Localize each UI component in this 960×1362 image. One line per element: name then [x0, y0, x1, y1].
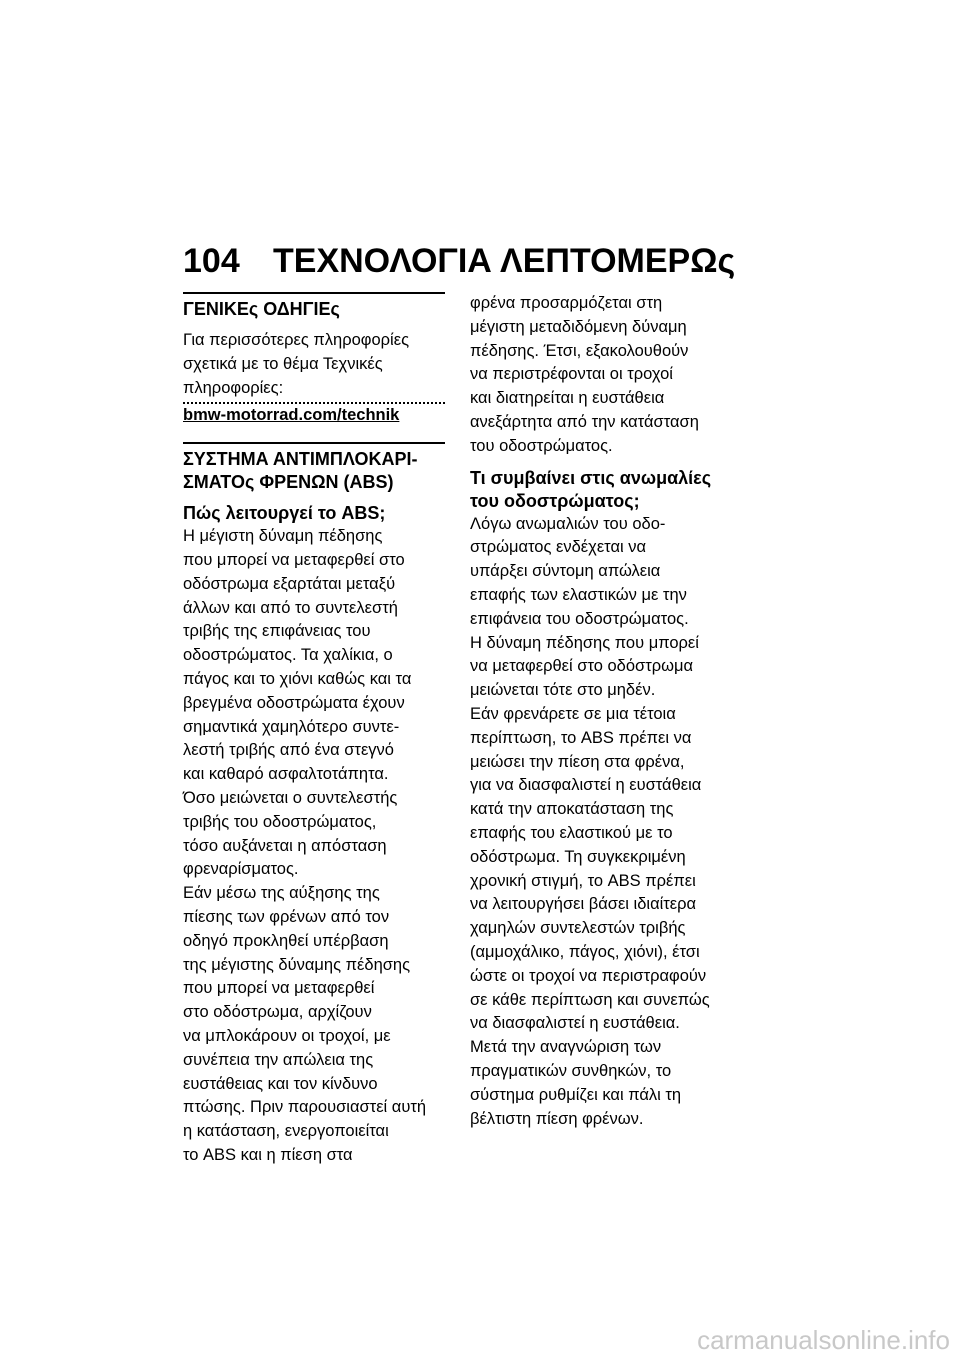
text-line: πίεσης των φρένων από τον [183, 907, 390, 926]
text-line: ανεξάρτητα από την κατάσταση [470, 412, 699, 431]
text-line: οδόστρωμα εξαρτάται μεταξύ [183, 574, 396, 593]
text-line: σε κάθε περίπτωση και συνεπώς [470, 990, 710, 1009]
section-title-abs [183, 448, 445, 494]
text-line: στο οδόστρωμα, αρχίζουν [183, 1003, 372, 1022]
text-line: χρονική στιγμή, το ABS πρέπει [470, 871, 696, 890]
text-line: επαφής του ελαστικού με το [470, 823, 673, 842]
section-rule [183, 292, 445, 294]
text-line: Μετά την αναγνώριση των [470, 1038, 662, 1057]
text-line: Για περισσότερες πληροφορίες [183, 331, 410, 349]
left-column [183, 292, 445, 1168]
text-line: μειώνεται τότε στο μηδέν. [470, 681, 656, 700]
text-line: ώστε οι τροχοί να περιστραφούν [470, 966, 707, 985]
text-line: (αμμοχάλικο, πάγος, χιόνι), έτσι [470, 942, 700, 961]
text-line: πληροφορίες: [183, 378, 284, 397]
abs-paragraph-continued [470, 292, 732, 459]
text-line: πάγος και το χιόνι καθώς και τα [183, 669, 412, 688]
section-rule [183, 442, 445, 444]
subhead-how-abs-works: Πώς λειτουργεί το ABS; [183, 503, 386, 524]
title-line: ΣΥΣΤΗΜΑ ΑΝΤΙΜΠΛΟΚΑΡΙ- [183, 449, 418, 470]
text-line: υπάρξει σύντομη απώλεια [470, 562, 661, 581]
abs-paragraph-1 [183, 525, 445, 882]
section-title-general: ΓΕΝΙΚΕς ΟΔΗΓΙΕς [183, 299, 340, 319]
text-line: Λόγω ανωμαλιών του οδο- [470, 514, 666, 533]
text-line: Η μέγιστη δύναμη πέδησης [183, 527, 383, 546]
subhead-road-irregularities [470, 467, 732, 513]
text-line: σημαντικά χαμηλότερο συντε- [183, 717, 400, 736]
text-line: κατά την αποκατάσταση της [470, 800, 674, 819]
text-line: βρεγμένα οδοστρώματα έχουν [183, 693, 405, 712]
text-line: που μπορεί να μεταφερθεί [183, 979, 375, 998]
text-line: συνέπεια την απώλεια της [183, 1050, 374, 1069]
text-line: Όσο μειώνεται ο συντελεστής [183, 788, 398, 807]
text-line: επαφής των ελαστικών με την [470, 585, 687, 604]
technik-link[interactable]: bmw-motorrad.com/technik [183, 402, 445, 428]
text-line: μειώσει την πίεση στα φρένα, [470, 752, 685, 771]
text-line: του οδοστρώματος. [470, 436, 613, 455]
text-line: ευστάθειας και τον κίνδυνο [183, 1074, 378, 1093]
text-line: να μπλοκάρουν οι τροχοί, με [183, 1026, 391, 1045]
page-number: 104 [183, 242, 240, 280]
text-line: Η δύναμη πέδησης που μπορεί [470, 633, 699, 652]
text-line: να λειτουργήσει βάσει ιδιαίτερα [470, 895, 697, 914]
text-line: και καθαρό ασφαλτοτάπητα. [183, 765, 389, 784]
right-column [470, 292, 732, 1131]
road-irregularities-paragraph [470, 513, 732, 1132]
text-line: τριβής του οδοστρώματος, [183, 812, 377, 831]
text-line: η κατάσταση, ενεργοποιείται [183, 1122, 389, 1141]
text-line: οδοστρώματος. Τα χαλίκια, ο [183, 646, 393, 665]
text-line: περίπτωση, το ABS πρέπει να [470, 728, 692, 747]
spacer [183, 428, 445, 442]
text-line: βέλτιστη πίεση φρένων. [470, 1109, 644, 1128]
general-text [183, 329, 445, 400]
text-line: που μπορεί να μεταφερθεί στο [183, 550, 405, 569]
text-line: φρεναρίσματος. [183, 860, 299, 879]
text-line: Εάν φρενάρετε σε μια τέτοια [470, 704, 676, 723]
text-line: Εάν μέσω της αύξησης της [183, 884, 380, 903]
title-line: ΣΜΑΤΟς ΦΡΕΝΩΝ (ABS) [183, 472, 394, 493]
text-line: τόσο αυξάνεται η απόσταση [183, 836, 387, 855]
title-line: του οδοστρώματος; [470, 490, 640, 511]
text-line: μέγιστη μεταδιδόμενη δύναμη [470, 317, 687, 336]
title-line: Τι συμβαίνει στις ανωμαλίες [470, 467, 712, 488]
text-line: λεστή τριβής από ένα στεγνό [183, 741, 394, 760]
text-line: το ABS και η πίεση στα [183, 1145, 353, 1164]
text-line: να περιστρέφονται οι τροχοί [470, 365, 673, 384]
watermark: carmanualsonline.info [697, 1325, 950, 1355]
text-line: να διασφαλιστεί η ευστάθεια. [470, 1014, 680, 1033]
page-header [183, 242, 735, 281]
text-line: της μέγιστης δύναμης πέδησης [183, 955, 411, 974]
spacer [470, 459, 732, 467]
text-line: σχετικά με το θέμα Τεχνικές [183, 354, 383, 373]
text-line: να μεταφερθεί στο οδόστρωμα [470, 657, 694, 676]
text-line: άλλων και από το συντελεστή [183, 598, 398, 617]
text-line: πραγματικών συνθηκών, το [470, 1061, 672, 1080]
text-line: πέδησης. Έτσι, εξακολουθούν [470, 341, 689, 360]
text-line: επιφάνεια του οδοστρώματος. [470, 609, 689, 628]
text-line: οδηγό προκληθεί υπέρβαση [183, 931, 389, 950]
text-line: τριβής της επιφάνειας του [183, 622, 371, 641]
abs-paragraph-2 [183, 882, 445, 1168]
chapter-title: ΤΕΧΝΟΛΟΓΙΑ ΛΕΠΤΟΜΕΡΩς [273, 242, 736, 280]
text-line: για να διασφαλιστεί η ευστάθεια [470, 776, 702, 795]
text-line: και διατηρείται η ευστάθεια [470, 389, 665, 408]
text-line: σύστημα ρυθμίζει και πάλι τη [470, 1085, 682, 1104]
text-line: πτώσης. Πριν παρουσιαστεί αυτή [183, 1098, 427, 1117]
text-line: χαμηλών συντελεστών τριβής [470, 919, 686, 938]
text-line: στρώματος ενδέχεται να [470, 538, 647, 557]
text-line: φρένα προσαρμόζεται στη [470, 294, 663, 312]
text-line: οδόστρωμα. Τη συγκεκριμένη [470, 847, 686, 866]
